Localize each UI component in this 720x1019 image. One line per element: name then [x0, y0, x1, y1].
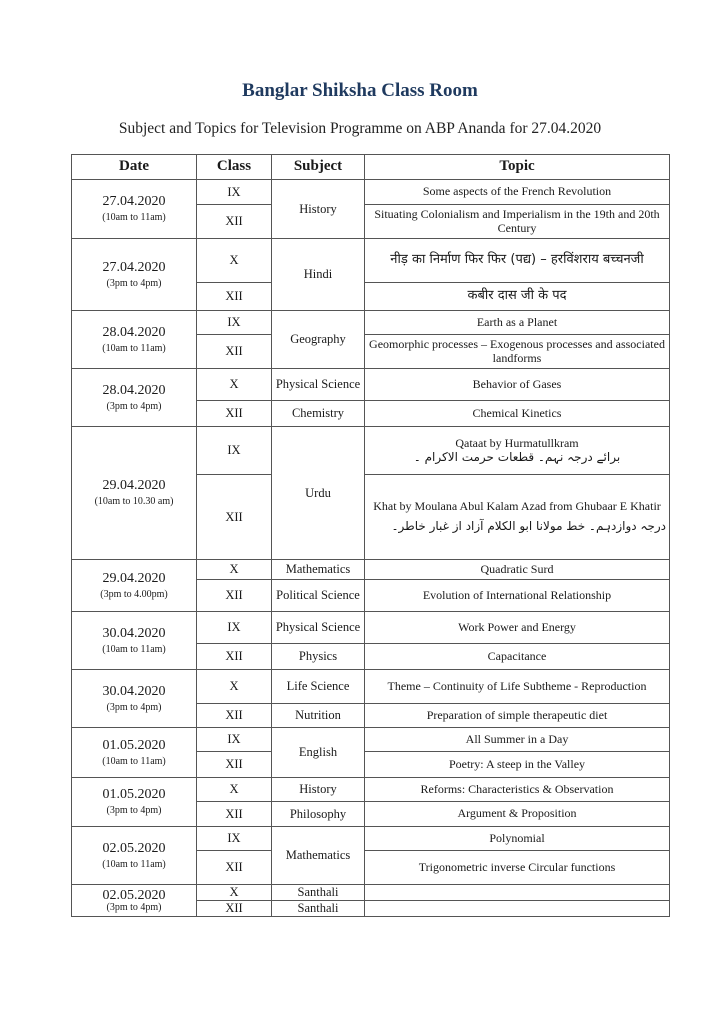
subject-cell: Life Science: [272, 670, 365, 704]
topic-cell: [365, 885, 670, 901]
subject-cell: Physical Science: [272, 369, 365, 401]
topic-cell: Earth as a Planet: [365, 311, 670, 335]
subject-cell: Santhali: [272, 901, 365, 917]
subject-cell: Political Science: [272, 580, 365, 612]
date-text: 01.05.2020: [102, 787, 166, 803]
topic-cell: Trigonometric inverse Circular functions: [365, 851, 670, 885]
table-row: [72, 369, 670, 401]
class-cell: XII: [197, 644, 272, 670]
topic-cell: Poetry: A steep in the Valley: [365, 752, 670, 778]
time-text: (10am to 11am): [102, 643, 166, 655]
topic-cell: Geomorphic processes – Exogenous processes and associated landforms: [365, 335, 670, 369]
table-row: [72, 560, 670, 580]
schedule-table: [71, 154, 670, 917]
topic-cell: Chemical Kinetics: [365, 401, 670, 427]
date-text: 27.04.2020: [102, 259, 166, 275]
topic-cell: Some aspects of the French Revolution: [365, 180, 670, 205]
class-cell: IX: [197, 311, 272, 335]
topic-cell: Situating Colonialism and Imperialism in the 19th and 20th Century: [365, 205, 670, 239]
date-text: 30.04.2020: [102, 683, 166, 699]
subject-cell: Physical Science: [272, 612, 365, 644]
class-cell: IX: [197, 180, 272, 205]
table-row: [72, 311, 670, 335]
time-text: (10am to 11am): [102, 212, 166, 224]
subject-cell: Mathematics: [272, 827, 365, 885]
topic-cell: Theme – Continuity of Life Subtheme - Reproduction: [365, 670, 670, 704]
topic-cell: कबीर दास जी के पद: [365, 283, 670, 311]
class-cell: XII: [197, 580, 272, 612]
date-cell: [72, 369, 197, 427]
class-cell: XII: [197, 802, 272, 827]
date-cell: [72, 728, 197, 778]
subject-cell: History: [272, 778, 365, 802]
time-text: (3pm to 4pm): [106, 400, 162, 412]
date-text: 28.04.2020: [102, 382, 166, 398]
table-row: [72, 239, 670, 283]
date-cell: [72, 612, 197, 670]
class-cell: X: [197, 885, 272, 901]
class-cell: X: [197, 778, 272, 802]
date-cell: [72, 560, 197, 612]
time-text: (3pm to 4pm): [106, 805, 162, 817]
subject-cell: Hindi: [272, 239, 365, 311]
topic-cell: Polynomial: [365, 827, 670, 851]
class-cell: IX: [197, 728, 272, 752]
class-cell: XII: [197, 283, 272, 311]
header-subject: Subject: [272, 155, 365, 180]
topic-cell: Capacitance: [365, 644, 670, 670]
topic-cell: Quadratic Surd: [365, 560, 670, 580]
topic-cell: Preparation of simple therapeutic diet: [365, 704, 670, 728]
date-text: 02.05.2020: [102, 840, 166, 856]
date-cell: [72, 239, 197, 311]
date-text: 30.04.2020: [102, 625, 166, 641]
table-row: [72, 728, 670, 752]
subject-cell: English: [272, 728, 365, 778]
topic-urdu-text: درجہ دوازدہم۔ خط مولانا ابو الکلام آزاد از غبار خاطر۔: [391, 519, 666, 533]
topic-urdu-text: برائے درجہ نہم۔ قطعات حرمت الاکرام ۔: [413, 449, 621, 464]
table-row: [72, 778, 670, 802]
header-topic: Topic: [365, 155, 670, 180]
class-cell: XII: [197, 401, 272, 427]
date-cell: [72, 885, 197, 917]
table-row: [72, 180, 670, 205]
date-cell: [72, 827, 197, 885]
subject-cell: Urdu: [272, 427, 365, 560]
subject-cell: Mathematics: [272, 560, 365, 580]
date-text: 29.04.2020: [102, 478, 166, 494]
topic-cell: नीड़ का निर्माण फिर फिर (पद्य) – हरविंशराय बच्चनजी: [365, 239, 670, 283]
topic-cell: Work Power and Energy: [365, 612, 670, 644]
time-text: (3pm to 4.00pm): [100, 588, 168, 600]
date-cell: [72, 778, 197, 827]
topic-cell: All Summer in a Day: [365, 728, 670, 752]
header-class: Class: [197, 155, 272, 180]
time-text: (3pm to 4pm): [106, 901, 162, 913]
table-row: [72, 885, 670, 901]
class-cell: XII: [197, 205, 272, 239]
subject-cell: Chemistry: [272, 401, 365, 427]
time-text: (10am to 11am): [102, 858, 166, 870]
page-title: Banglar Shiksha Class Room: [242, 80, 478, 101]
topic-cell: [365, 475, 670, 560]
date-text: 01.05.2020: [102, 737, 166, 753]
class-cell: XII: [197, 851, 272, 885]
topic-cell: Evolution of International Relationship: [365, 580, 670, 612]
table-row: [72, 427, 670, 475]
date-cell: [72, 311, 197, 369]
topic-cell: Behavior of Gases: [365, 369, 670, 401]
class-cell: IX: [197, 827, 272, 851]
time-text: (10am to 11am): [102, 342, 166, 354]
class-cell: X: [197, 369, 272, 401]
subject-cell: Geography: [272, 311, 365, 369]
time-text: (10am to 11am): [102, 755, 166, 767]
subject-cell: Physics: [272, 644, 365, 670]
date-text: 27.04.2020: [102, 194, 166, 210]
time-text: (10am to 10.30 am): [94, 496, 174, 508]
topic-cell: Reforms: Characteristics & Observation: [365, 778, 670, 802]
subject-cell: History: [272, 180, 365, 239]
page-subtitle: Subject and Topics for Television Programme on ABP Ananda for 27.04.2020: [118, 120, 602, 137]
topic-cell: Argument & Proposition: [365, 802, 670, 827]
class-cell: XII: [197, 901, 272, 917]
table-header-row: [72, 155, 670, 180]
class-cell: IX: [197, 427, 272, 475]
class-cell: XII: [197, 335, 272, 369]
topic-english-text: Qataat by Hurmatullkram: [455, 435, 579, 450]
date-cell: [72, 427, 197, 560]
topic-english-text: Khat by Moulana Abul Kalam Azad from Ghubaar E Khatir: [373, 499, 661, 514]
subject-cell: Santhali: [272, 885, 365, 901]
time-text: (3pm to 4pm): [106, 701, 162, 713]
class-cell: XII: [197, 475, 272, 560]
class-cell: X: [197, 670, 272, 704]
date-text: 28.04.2020: [102, 324, 166, 340]
time-text: (3pm to 4pm): [106, 277, 162, 289]
subject-cell: Nutrition: [272, 704, 365, 728]
topic-cell: [365, 427, 670, 475]
table-row: [72, 670, 670, 704]
class-cell: X: [197, 239, 272, 283]
date-text: 02.05.2020: [102, 887, 166, 903]
date-cell: [72, 180, 197, 239]
header-date: Date: [72, 155, 197, 180]
class-cell: IX: [197, 612, 272, 644]
subject-cell: Philosophy: [272, 802, 365, 827]
topic-cell: [365, 901, 670, 917]
class-cell: XII: [197, 752, 272, 778]
class-cell: X: [197, 560, 272, 580]
date-text: 29.04.2020: [102, 570, 166, 586]
class-cell: XII: [197, 704, 272, 728]
table-row: [72, 612, 670, 644]
date-cell: [72, 670, 197, 728]
table-row: [72, 827, 670, 851]
